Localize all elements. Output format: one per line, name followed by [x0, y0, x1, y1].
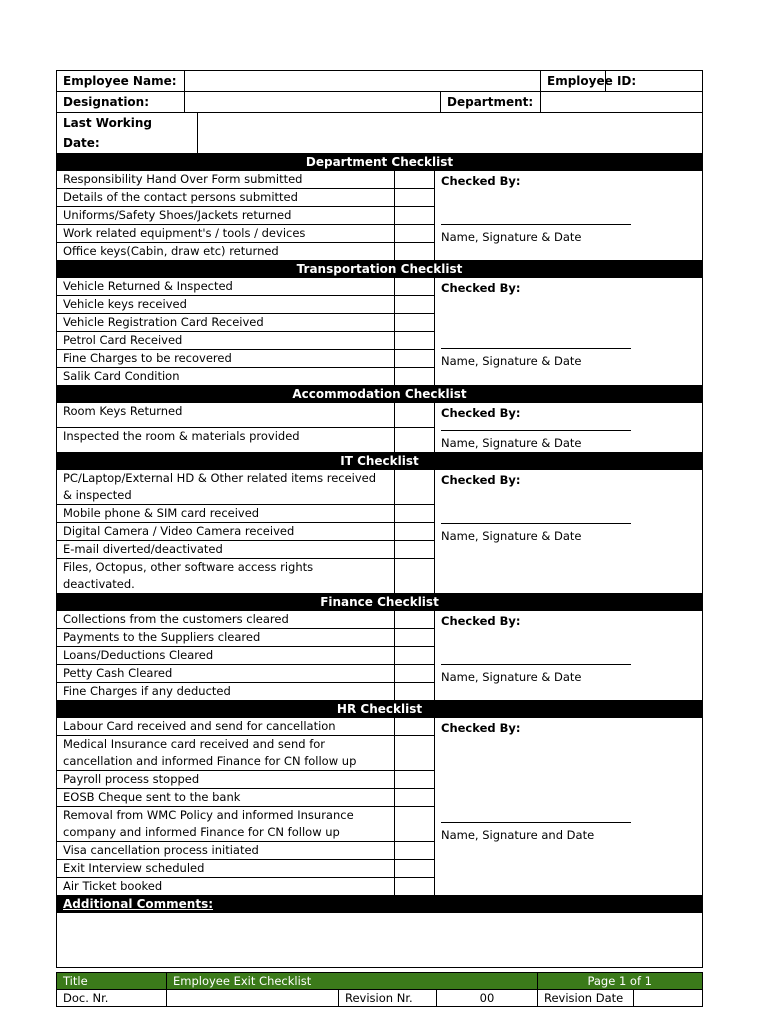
finance-item-check-box[interactable] [395, 647, 435, 665]
hr-item-check-box[interactable] [395, 842, 435, 860]
footer-page: Page 1 of 1 [538, 973, 703, 990]
employee-name-field[interactable] [185, 71, 541, 92]
last-date-table [56, 112, 703, 154]
transportation-item-label: Petrol Card Received [57, 332, 395, 350]
hr-item-check-box[interactable] [395, 789, 435, 807]
hr-item-label: Exit Interview scheduled [57, 860, 395, 878]
last-working-date-field[interactable] [198, 113, 703, 154]
checklist-row [57, 278, 703, 296]
it-item-label: Digital Camera / Video Camera received [57, 523, 395, 541]
additional-comments-field[interactable] [57, 913, 703, 968]
it-item-check-box[interactable] [395, 523, 435, 541]
transportation-item-label: Vehicle keys received [57, 296, 395, 314]
footer-doc-nr-value [167, 990, 339, 1007]
footer-revision-nr-value: 00 [437, 990, 538, 1007]
signature-spacer [441, 630, 696, 664]
finance-item-check-box[interactable] [395, 683, 435, 701]
transportation-item-check-box[interactable] [395, 296, 435, 314]
hr-item-check-box[interactable] [395, 736, 435, 771]
accommodation-signature-caption: Name, Signature & Date [441, 436, 582, 450]
department-item-label: Work related equipment's / tools / devices [57, 225, 395, 243]
comments-table [56, 895, 703, 968]
transportation-checklist-title: Transportation Checklist [57, 261, 703, 278]
transportation-checked-by-label: Checked By: [441, 281, 521, 295]
it-item-check-box[interactable] [395, 559, 435, 594]
hr-signature-caption: Name, Signature and Date [441, 828, 595, 842]
department-checked-by-cell[interactable] [435, 171, 703, 261]
finance-signature-caption: Name, Signature & Date [441, 670, 582, 684]
department-signature-caption: Name, Signature & Date [441, 230, 582, 244]
accommodation-signature-line[interactable] [441, 430, 631, 431]
designation-table [56, 91, 703, 113]
finance-item-label: Collections from the customers cleared [57, 611, 395, 629]
hr-item-label: Payroll process stopped [57, 771, 395, 789]
transportation-signature-caption: Name, Signature & Date [441, 354, 582, 368]
it-item-label: PC/Laptop/External HD & Other related items received & inspected [57, 470, 395, 505]
designation-label: Designation: [57, 92, 185, 113]
department-checked-by-label: Checked By: [441, 174, 521, 188]
employee-name-label: Employee Name: [57, 71, 185, 92]
transportation-checked-by-cell[interactable] [435, 278, 703, 386]
last-working-date-label: Last Working Date: [57, 113, 198, 154]
transportation-item-check-box[interactable] [395, 314, 435, 332]
accommodation-item-check-box[interactable] [395, 428, 435, 453]
checklist-row [57, 171, 703, 189]
finance-item-label: Petty Cash Cleared [57, 665, 395, 683]
footer-title-value: Employee Exit Checklist [167, 973, 538, 990]
designation-field[interactable] [185, 92, 441, 113]
department-item-label: Responsibility Hand Over Form submitted [57, 171, 395, 189]
finance-item-check-box[interactable] [395, 611, 435, 629]
transportation-item-label: Fine Charges to be recovered [57, 350, 395, 368]
transportation-item-label: Salik Card Condition [57, 368, 395, 386]
footer-title-label: Title [57, 973, 167, 990]
hr-item-check-box[interactable] [395, 878, 435, 896]
employee-id-label: Employee ID: [541, 71, 606, 92]
finance-signature-line[interactable] [441, 664, 631, 665]
department-item-label: Details of the contact persons submitted [57, 189, 395, 207]
hr-checked-by-label: Checked By: [441, 721, 521, 735]
it-item-label: Files, Octopus, other software access rights deactivated. [57, 559, 395, 594]
department-signature-line[interactable] [441, 224, 631, 225]
transportation-item-check-box[interactable] [395, 278, 435, 296]
finance-item-label: Fine Charges if any deducted [57, 683, 395, 701]
hr-item-label: Visa cancellation process initiated [57, 842, 395, 860]
finance-checklist-title: Finance Checklist [57, 594, 703, 611]
exit-checklist-form [56, 70, 703, 968]
hr-item-check-box[interactable] [395, 718, 435, 736]
document-footer [56, 972, 703, 1007]
department-item-check-box[interactable] [395, 207, 435, 225]
footer-revision-nr-label: Revision Nr. [339, 990, 437, 1007]
department-item-check-box[interactable] [395, 171, 435, 189]
checklist-row [57, 470, 703, 505]
transportation-signature-line[interactable] [441, 348, 631, 349]
signature-spacer [441, 489, 696, 523]
signature-spacer [441, 422, 696, 430]
hr-checklist-title: HR Checklist [57, 701, 703, 718]
hr-item-label: Air Ticket booked [57, 878, 395, 896]
accommodation-checklist-title: Accommodation Checklist [57, 386, 703, 403]
it-signature-line[interactable] [441, 523, 631, 524]
accommodation-item-label: Inspected the room & materials provided [57, 428, 395, 453]
it-checked-by-cell[interactable] [435, 470, 703, 594]
accommodation-item-check-box[interactable] [395, 403, 435, 428]
department-item-label: Office keys(Cabin, draw etc) returned [57, 243, 395, 261]
it-signature-caption: Name, Signature & Date [441, 529, 582, 543]
hr-item-label: Removal from WMC Policy and informed Insurance company and informed Finance for CN follow up [57, 807, 395, 842]
department-item-check-box[interactable] [395, 225, 435, 243]
footer-revision-date-value [634, 990, 703, 1007]
signature-spacer [441, 190, 696, 224]
hr-item-label: EOSB Cheque sent to the bank [57, 789, 395, 807]
transportation-item-label: Vehicle Returned & Inspected [57, 278, 395, 296]
finance-checked-by-label: Checked By: [441, 614, 521, 628]
it-item-check-box[interactable] [395, 541, 435, 559]
signature-spacer [441, 297, 696, 348]
checklist-row [57, 718, 703, 736]
finance-checked-by-cell[interactable] [435, 611, 703, 701]
it-checked-by-label: Checked By: [441, 473, 521, 487]
finance-item-check-box[interactable] [395, 629, 435, 647]
finance-item-label: Payments to the Suppliers cleared [57, 629, 395, 647]
it-item-check-box[interactable] [395, 470, 435, 505]
transportation-item-label: Vehicle Registration Card Received [57, 314, 395, 332]
it-item-label: E-mail diverted/deactivated [57, 541, 395, 559]
additional-comments-label: Additional Comments: [57, 896, 703, 913]
department-item-check-box[interactable] [395, 243, 435, 261]
signature-spacer [441, 737, 696, 822]
department-item-label: Uniforms/Safety Shoes/Jackets returned [57, 207, 395, 225]
hr-item-check-box[interactable] [395, 860, 435, 878]
footer-doc-nr-label: Doc. Nr. [57, 990, 167, 1007]
hr-item-check-box[interactable] [395, 771, 435, 789]
header-table [56, 70, 703, 92]
transportation-item-check-box[interactable] [395, 332, 435, 350]
hr-item-label: Labour Card received and send for cancellation [57, 718, 395, 736]
checklist-table [56, 153, 703, 896]
accommodation-checked-by-label: Checked By: [441, 406, 521, 420]
it-item-label: Mobile phone & SIM card received [57, 505, 395, 523]
finance-item-label: Loans/Deductions Cleared [57, 647, 395, 665]
footer-revision-date-label: Revision Date [538, 990, 634, 1007]
department-item-check-box[interactable] [395, 189, 435, 207]
checklist-row [57, 611, 703, 629]
checklist-row [57, 403, 703, 428]
transportation-item-check-box[interactable] [395, 350, 435, 368]
hr-item-check-box[interactable] [395, 807, 435, 842]
transportation-item-check-box[interactable] [395, 368, 435, 386]
accommodation-item-label: Room Keys Returned [57, 403, 395, 428]
department-field[interactable] [541, 92, 703, 113]
department-checklist-title: Department Checklist [57, 154, 703, 171]
finance-item-check-box[interactable] [395, 665, 435, 683]
hr-checked-by-cell[interactable] [435, 718, 703, 896]
hr-item-label: Medical Insurance card received and send for cancellation and informed Finance for CN follow up [57, 736, 395, 771]
hr-signature-line[interactable] [441, 822, 631, 823]
it-checklist-title: IT Checklist [57, 453, 703, 470]
department-label: Department: [441, 92, 541, 113]
it-item-check-box[interactable] [395, 505, 435, 523]
accommodation-checked-by-cell[interactable] [435, 403, 703, 453]
